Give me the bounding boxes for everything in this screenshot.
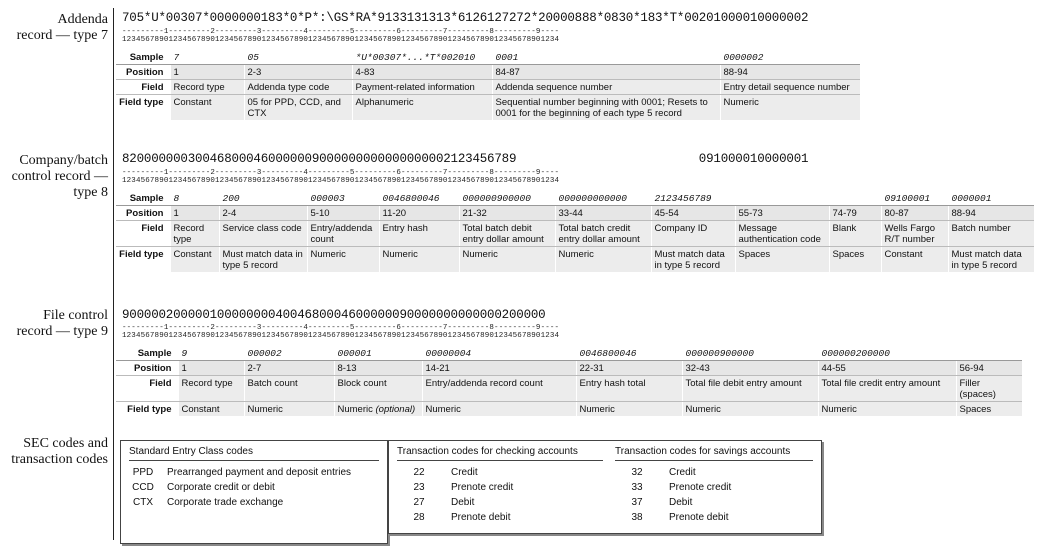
sample-cell: 0000002: [720, 50, 860, 65]
position-cell: 84-87: [492, 65, 720, 80]
sample-cell: 2123456789: [651, 191, 735, 206]
label-line: SEC codes and: [23, 436, 108, 451]
type-cell: Constant: [170, 95, 244, 121]
field-cell: Blank: [829, 221, 881, 247]
type-cell: Sequential number beginning with 0001; Resets to 0001 for the beginning of each type 5 record: [492, 95, 720, 121]
sec-codes-box: [120, 440, 388, 544]
position-cell: 1: [170, 65, 244, 80]
batch-record-string: 820000000300468000460000009000000000000000002123456789 091000010000001: [122, 152, 809, 166]
row-header-type: Field type: [116, 247, 170, 273]
sample-cell: 0000001: [948, 191, 1034, 206]
type-cell: Numeric: [244, 402, 334, 417]
code-description: Credit: [669, 467, 696, 478]
sample-cell: [829, 191, 881, 206]
type-cell: Must match data in type 5 record: [651, 247, 735, 273]
label-line: transaction codes: [11, 452, 108, 467]
code-value: 32: [631, 467, 643, 478]
sample-cell: 000000200000: [818, 346, 956, 361]
position-cell: 2-4: [219, 206, 307, 221]
position-cell: 32-43: [682, 361, 818, 376]
sample-cell: 7: [170, 50, 244, 65]
type-cell: Numeric: [307, 247, 379, 273]
type-cell: Numeric: [818, 402, 956, 417]
position-cell: 1: [170, 206, 219, 221]
checking-codes-list: [397, 465, 603, 525]
batch-spec-table: [116, 191, 1034, 272]
code-value: CCD: [132, 482, 154, 493]
row-header-sample: Sample: [116, 191, 170, 206]
field-cell: Record type: [178, 376, 244, 402]
field-cell: Entry/addenda count: [307, 221, 379, 247]
position-cell: 55-73: [735, 206, 829, 221]
file-ruler-units: 1234567890123456789012345678901234567890123456789012345678901234567890123456789012345678901234: [122, 332, 560, 340]
code-row: [397, 495, 603, 510]
position-cell: 33-44: [555, 206, 651, 221]
position-cell: 1: [178, 361, 244, 376]
sec-section-label: [0, 436, 108, 468]
type-cell: Must match data in type 5 record: [948, 247, 1034, 273]
code-description: Debit: [669, 497, 693, 508]
position-cell: 2-7: [244, 361, 334, 376]
sample-cell: 09100001: [881, 191, 948, 206]
field-cell: Payment-related information: [352, 80, 492, 95]
type-cell: Spaces: [829, 247, 881, 273]
sample-cell: 000000900000: [459, 191, 555, 206]
code-row: [129, 480, 379, 495]
row-header-position: Position: [116, 65, 170, 80]
addenda-section-label: [0, 12, 108, 44]
savings-codes-title: Transaction codes for savings accounts: [615, 446, 813, 461]
code-row: [615, 465, 813, 480]
batch-section-label: [0, 153, 108, 201]
code-row: [129, 465, 379, 480]
position-cell: 74-79: [829, 206, 881, 221]
transaction-codes-box: [388, 440, 822, 534]
position-cell: 14-21: [422, 361, 576, 376]
sample-cell: 0046800046: [379, 191, 459, 206]
type-cell: Constant: [178, 402, 244, 417]
code-value: CTX: [133, 497, 153, 508]
type-cell: Numeric (optional): [334, 402, 422, 417]
row-header-field: Field: [116, 80, 170, 95]
position-cell: 4-83: [352, 65, 492, 80]
sample-cell: 00000004: [422, 346, 576, 361]
code-row: [397, 510, 603, 525]
code-row: [615, 495, 813, 510]
position-cell: 21-32: [459, 206, 555, 221]
field-cell: Entry hash total: [576, 376, 682, 402]
code-description: Corporate trade exchange: [167, 497, 284, 508]
row-header-sample: Sample: [116, 346, 178, 361]
position-cell: 11-20: [379, 206, 459, 221]
sample-cell: 000000900000: [682, 346, 818, 361]
field-cell: Addenda type code: [244, 80, 352, 95]
type-cell: Numeric: [422, 402, 576, 417]
position-cell: 22-31: [576, 361, 682, 376]
sample-cell: [735, 191, 829, 206]
type-cell: Must match data in type 5 record: [219, 247, 307, 273]
sample-cell: 000000000000: [555, 191, 651, 206]
type-cell: Alphanumeric: [352, 95, 492, 121]
position-cell: 5-10: [307, 206, 379, 221]
batch-ruler-tens: ---------1---------2---------3---------4---------5---------6---------7---------8---------9----: [122, 169, 560, 177]
field-cell: Record type: [170, 80, 244, 95]
type-cell: Constant: [881, 247, 948, 273]
position-cell: 45-54: [651, 206, 735, 221]
field-cell: Entry detail sequence number: [720, 80, 860, 95]
sec-codes-list: [129, 465, 379, 510]
code-description: Prenote debit: [669, 512, 729, 523]
field-cell: Service class code: [219, 221, 307, 247]
row-header-type: Field type: [116, 95, 170, 121]
field-cell: Entry/addenda record count: [422, 376, 576, 402]
row-header-type: Field type: [116, 402, 178, 417]
sample-cell: *U*00307*...*T*002010: [352, 50, 492, 65]
addenda-ruler-units: 1234567890123456789012345678901234567890123456789012345678901234567890123456789012345678901234: [122, 36, 560, 44]
sample-cell: 9: [178, 346, 244, 361]
batch-ruler-units: 1234567890123456789012345678901234567890123456789012345678901234567890123456789012345678901234: [122, 177, 560, 185]
field-cell: Total file debit entry amount: [682, 376, 818, 402]
sample-cell: 0001: [492, 50, 720, 65]
sample-cell: 200: [219, 191, 307, 206]
sec-codes-title: Standard Entry Class codes: [129, 446, 379, 461]
type-cell: Constant: [170, 247, 219, 273]
row-header-sample: Sample: [116, 50, 170, 65]
row-header-position: Position: [116, 206, 170, 221]
sample-cell: 000003: [307, 191, 379, 206]
code-value: 38: [631, 512, 643, 523]
code-description: Prenote debit: [451, 512, 511, 523]
sample-cell: 05: [244, 50, 352, 65]
sample-cell: 8: [170, 191, 219, 206]
field-cell: Addenda sequence number: [492, 80, 720, 95]
addenda-ruler-tens: ---------1---------2---------3---------4---------5---------6---------7---------8---------9----: [122, 28, 560, 36]
type-cell: 05 for PPD, CCD, and CTX: [244, 95, 352, 121]
position-cell: 8-13: [334, 361, 422, 376]
row-header-position: Position: [116, 361, 178, 376]
field-cell: Block count: [334, 376, 422, 402]
type-cell: Numeric: [555, 247, 651, 273]
code-row: [397, 465, 603, 480]
type-cell: Numeric: [682, 402, 818, 417]
type-cell: Spaces: [956, 402, 1022, 417]
code-row: [615, 480, 813, 495]
field-cell: Total batch credit entry dollar amount: [555, 221, 651, 247]
code-value: 23: [413, 482, 425, 493]
file-ruler-tens: ---------1---------2---------3---------4---------5---------6---------7---------8---------9----: [122, 324, 560, 332]
code-value: 28: [413, 512, 425, 523]
type-cell: Numeric: [576, 402, 682, 417]
position-cell: 44-55: [818, 361, 956, 376]
field-cell: Entry hash: [379, 221, 459, 247]
type-cell: Numeric: [459, 247, 555, 273]
field-cell: Total file credit entry amount: [818, 376, 956, 402]
position-cell: 88-94: [948, 206, 1034, 221]
checking-codes-panel: [397, 446, 603, 525]
sample-cell: 000001: [334, 346, 422, 361]
addenda-spec-table: [116, 50, 860, 120]
code-value: 22: [413, 467, 425, 478]
code-description: Prenote credit: [451, 482, 514, 493]
label-line: File control: [43, 308, 108, 323]
label-line: control record —: [11, 169, 108, 184]
field-cell: Total batch debit entry dollar amount: [459, 221, 555, 247]
savings-codes-list: [615, 465, 813, 525]
file-section-label: [0, 308, 108, 340]
code-value: PPD: [132, 467, 154, 478]
label-line: type 8: [73, 185, 108, 200]
field-cell: Message authentication code: [735, 221, 829, 247]
sample-cell: [956, 346, 1022, 361]
sample-cell: 000002: [244, 346, 334, 361]
sample-cell: 0046800046: [576, 346, 682, 361]
code-description: Debit: [451, 497, 475, 508]
code-description: Corporate credit or debit: [167, 482, 275, 493]
addenda-record-string: 705*U*00307*0000000183*0*P*:\GS*RA*9133131313*6126127272*20000888*0830*183*T*00201000010000002: [122, 11, 809, 25]
file-record-string: 9000002000001000000004004680004600000090000000000000200000: [122, 308, 546, 322]
field-cell: Wells Fargo R/T number: [881, 221, 948, 247]
field-cell: Company ID: [651, 221, 735, 247]
label-line: Addenda: [57, 12, 108, 27]
field-cell: Batch count: [244, 376, 334, 402]
code-description: Prearranged payment and deposit entries: [167, 467, 352, 478]
label-line: Company/batch: [19, 153, 108, 168]
code-description: Prenote credit: [669, 482, 732, 493]
code-value: 37: [631, 497, 643, 508]
position-cell: 2-3: [244, 65, 352, 80]
code-row: [129, 495, 379, 510]
row-header-field: Field: [116, 376, 178, 402]
type-note: (optional): [375, 404, 416, 415]
position-cell: 80-87: [881, 206, 948, 221]
type-cell: Spaces: [735, 247, 829, 273]
row-header-field: Field: [116, 221, 170, 247]
file-spec-table: [116, 346, 1022, 416]
savings-codes-panel: [615, 446, 813, 525]
checking-codes-title: Transaction codes for checking accounts: [397, 446, 603, 461]
code-value: 27: [413, 497, 425, 508]
position-cell: 56-94: [956, 361, 1022, 376]
code-row: [615, 510, 813, 525]
section-divider-line: [113, 8, 114, 540]
label-line: record — type 9: [16, 324, 108, 339]
field-cell: Batch number: [948, 221, 1034, 247]
label-line: record — type 7: [16, 28, 108, 43]
field-cell: Filler (spaces): [956, 376, 1022, 402]
position-cell: 88-94: [720, 65, 860, 80]
field-cell: Record type: [170, 221, 219, 247]
type-cell: Numeric: [379, 247, 459, 273]
code-value: 33: [631, 482, 643, 493]
code-row: [397, 480, 603, 495]
code-description: Credit: [451, 467, 478, 478]
type-cell: Numeric: [720, 95, 860, 121]
